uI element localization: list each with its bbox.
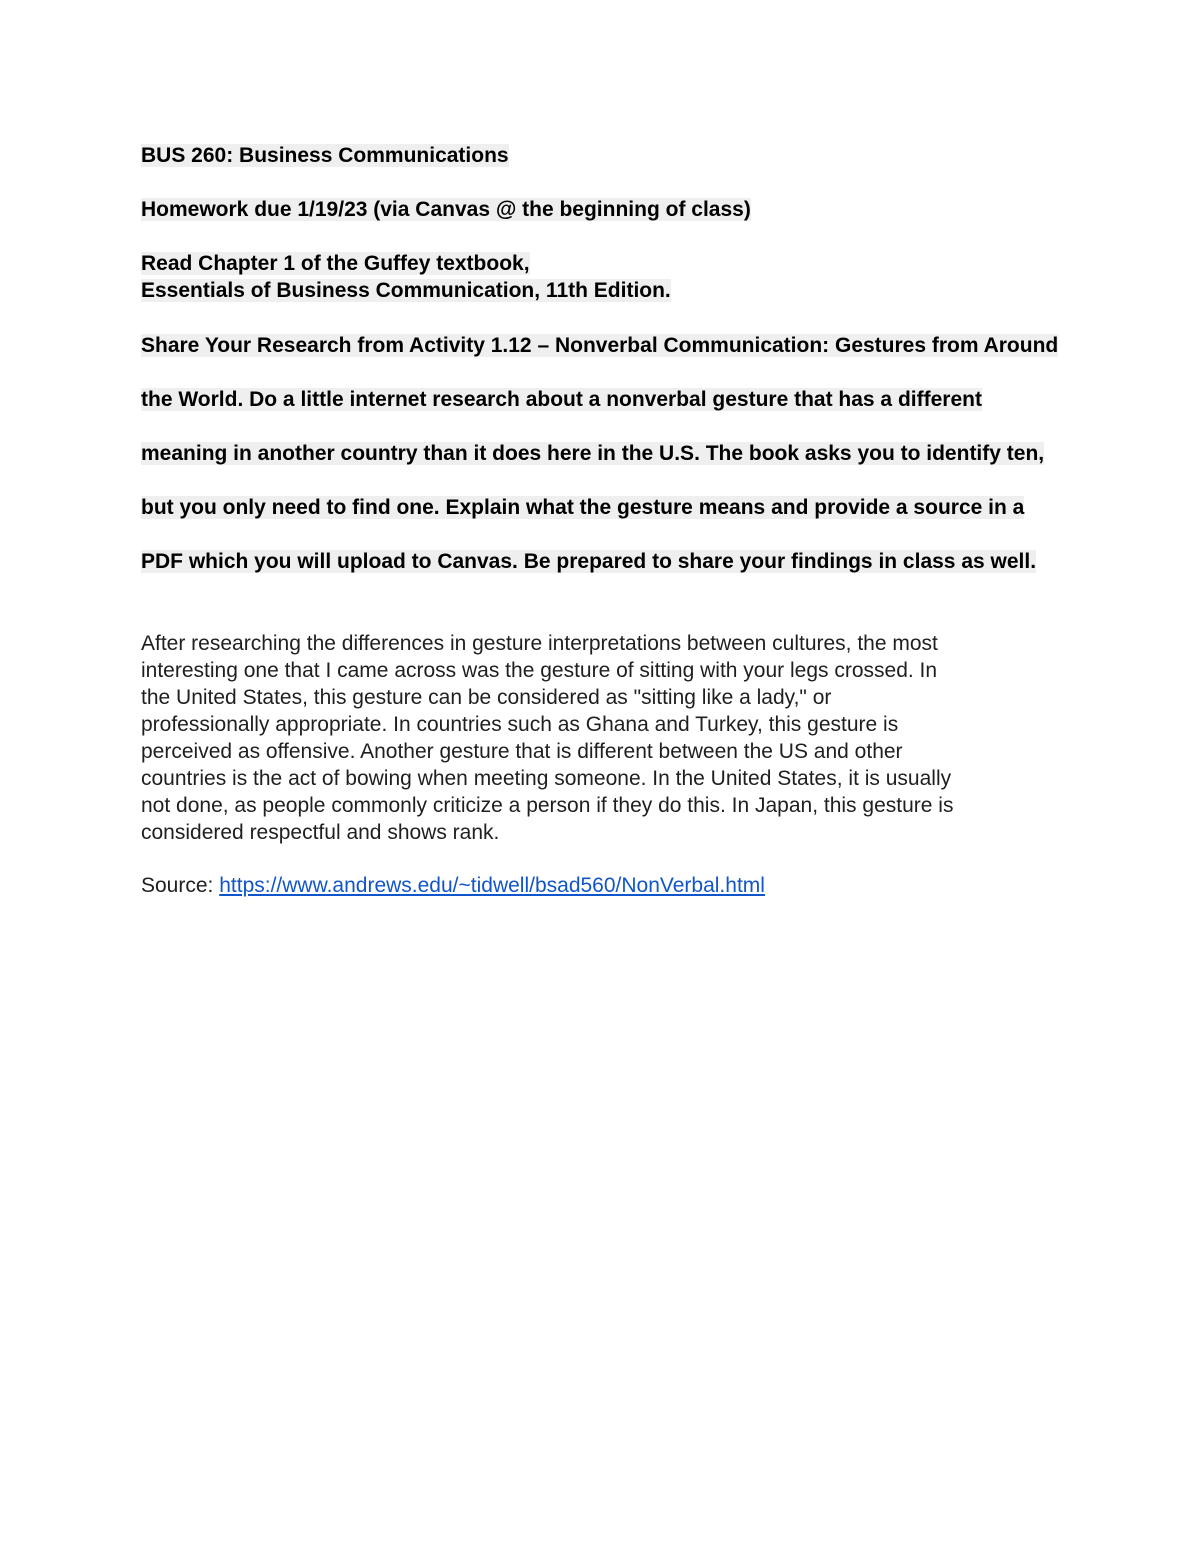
response-line: professionally appropriate. In countries such as Ghana and Turkey, this gesture is <box>141 713 899 736</box>
assignment-line: meaning in another country than it does here in the U.S. The book asks you to identify ten, <box>141 442 1045 465</box>
assignment-line: but you only need to find one. Explain what the gesture means and provide a source in a <box>141 496 1025 519</box>
assignment-line: the World. Do a little internet research about a nonverbal gesture that has a different <box>141 388 982 411</box>
response-line: considered respectful and shows rank. <box>141 821 500 844</box>
response-line: interesting one that I came across was the gesture of sitting with your legs crossed. In <box>141 659 938 682</box>
course-title: BUS 260: Business Communications <box>141 144 509 167</box>
response-line: countries is the act of bowing when meeting someone. In the United States, it is usually <box>141 767 952 790</box>
assignment-line: Share Your Research from Activity 1.12 – Nonverbal Communication: Gestures from Around <box>141 334 1059 357</box>
assignment-line: PDF which you will upload to Canvas. Be prepared to share your findings in class as well. <box>141 550 1037 573</box>
reading-line-1: Read Chapter 1 of the Guffey textbook, <box>141 252 530 275</box>
homework-due-line: Homework due 1/19/23 (via Canvas @ the beginning of class) <box>141 198 751 221</box>
source-link[interactable]: https://www.andrews.edu/~tidwell/bsad560/NonVerbal.html <box>219 874 765 897</box>
reading-line-2: Essentials of Business Communication, 11th Edition. <box>141 279 671 302</box>
response-line: After researching the differences in gesture interpretations between cultures, the most <box>141 632 938 655</box>
source-label: Source: <box>141 874 220 897</box>
source-line <box>141 872 765 899</box>
response-line: not done, as people commonly criticize a person if they do this. In Japan, this gesture is <box>141 794 954 817</box>
response-line: the United States, this gesture can be considered as "sitting like a lady," or <box>141 686 832 709</box>
response-line: perceived as offensive. Another gesture that is different between the US and other <box>141 740 903 763</box>
response-paragraph <box>141 630 1071 846</box>
